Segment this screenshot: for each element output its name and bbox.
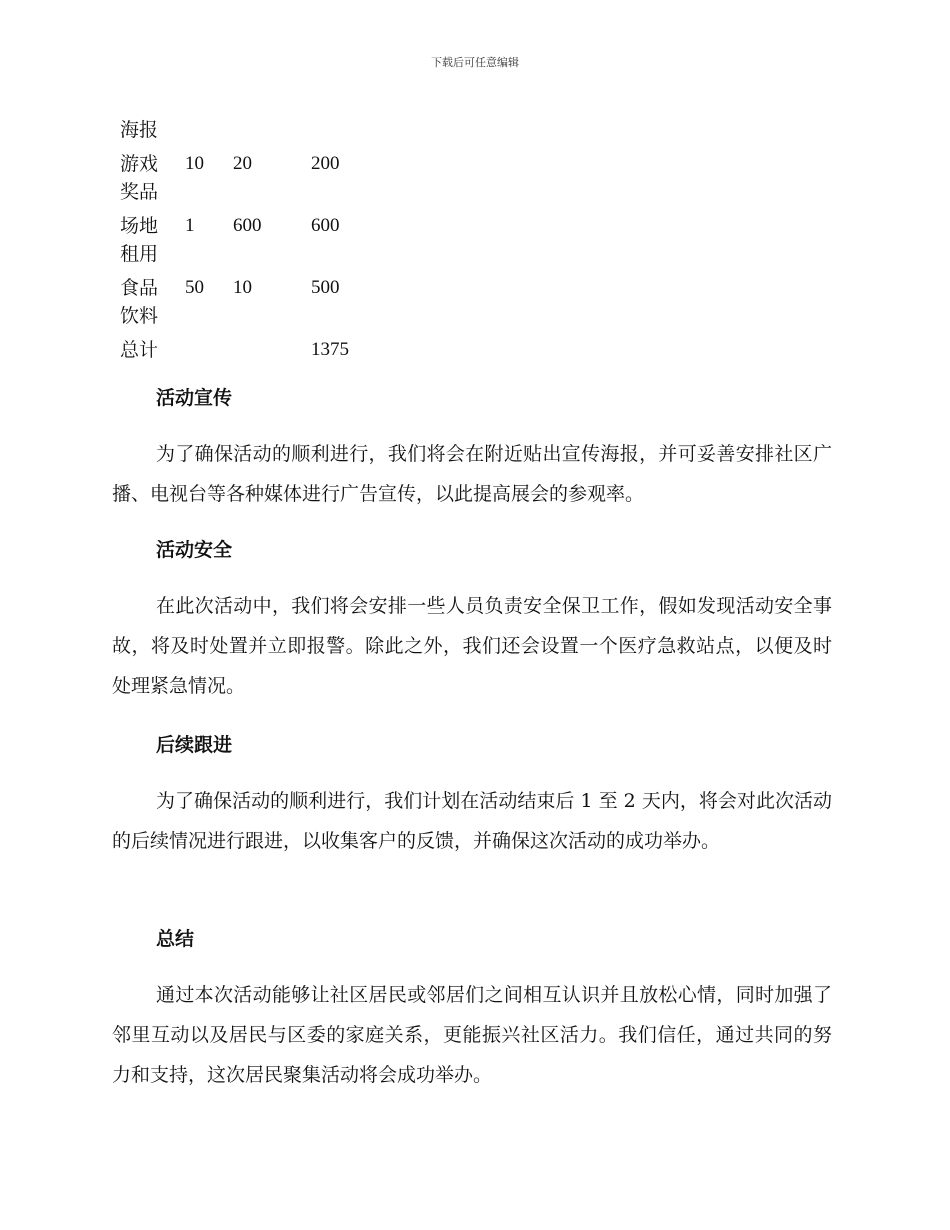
section-paragraph: 在此次活动中，我们将会安排一些人员负责安全保卫工作，假如发现活动安全事故，将及时处置并立即报警。除此之外，我们还会设置一个医疗急救站点，以便及时处理紧急情况。	[112, 595, 832, 697]
total-cell: 600	[311, 215, 340, 236]
price-cell	[233, 116, 311, 144]
price-cell	[233, 330, 311, 364]
section-heading: 活动宣传	[156, 387, 233, 409]
price-cell: 10	[233, 277, 252, 298]
total-cell	[311, 116, 371, 144]
total-cell: 1375	[311, 339, 349, 360]
item-cell: 食品 饮料	[120, 277, 159, 327]
table-row	[120, 144, 371, 206]
item-cell: 海报	[120, 119, 159, 141]
section-summary	[112, 925, 832, 1095]
section-promotion	[112, 384, 832, 514]
section-paragraph: 为了确保活动的顺利进行，我们计划在活动结束后 1 至 2 天内，将会对此次活动的后续情况进行跟进，以收集客户的反馈，并确保这次活动的成功举办。	[112, 790, 832, 852]
qty-cell: 1	[185, 215, 195, 236]
section-followup	[112, 731, 832, 861]
section-paragraph: 通过本次活动能够让社区居民或邻居们之间相互认识并且放松心情，同时加强了邻里互动以及居民与区委的家庭关系，更能振兴社区活力。我们信任，通过共同的努力和支持，这次居民聚集活动将会成功举办。	[112, 984, 832, 1086]
page-header: 下载后可任意编辑	[431, 56, 519, 69]
price-cell: 20	[233, 153, 252, 174]
qty-cell: 10	[185, 153, 204, 174]
total-cell: 500	[311, 277, 340, 298]
section-safety	[112, 536, 832, 706]
section-heading: 总结	[156, 928, 195, 950]
item-cell: 场地 租用	[120, 215, 159, 265]
qty-cell: 50	[185, 277, 204, 298]
item-cell: 游戏 奖品	[120, 153, 159, 203]
item-cell: 总计	[120, 339, 159, 361]
section-paragraph: 为了确保活动的顺利进行，我们将会在附近贴出宣传海报，并可妥善安排社区广播、电视台等各种媒体进行广告宣传，以此提高展会的参观率。	[112, 443, 832, 505]
table-row	[120, 206, 371, 268]
section-heading: 后续跟进	[156, 734, 233, 756]
section-heading: 活动安全	[156, 539, 233, 561]
table-row	[120, 268, 371, 330]
table-row	[120, 116, 371, 144]
table-row	[120, 330, 371, 364]
total-cell: 200	[311, 153, 340, 174]
price-cell: 600	[233, 215, 262, 236]
qty-cell	[185, 330, 233, 364]
qty-cell	[185, 116, 233, 144]
budget-table	[120, 116, 371, 364]
